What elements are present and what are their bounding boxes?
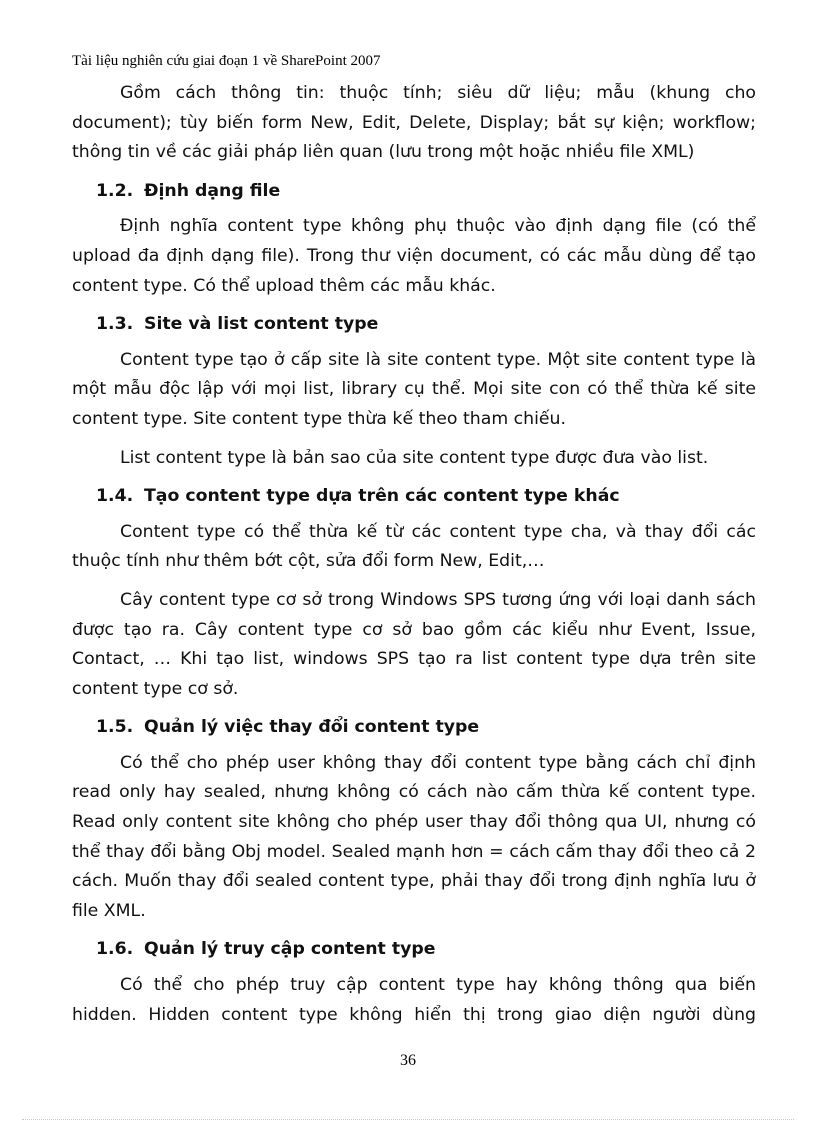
running-header: Tài liệu nghiên cứu giai đoạn 1 về SharePoint 2007: [72, 53, 381, 69]
section-heading-1-3: [96, 310, 756, 340]
body-content: [72, 79, 756, 1039]
section-number: 1.5.: [96, 717, 134, 738]
section-title: Quản lý truy cập content type: [144, 939, 436, 960]
paragraph: Content type tạo ở cấp site là site content type. Một site content type là một mẫu độc lập với mọi list, library cụ thể. Mọi site con có thể thừa kế site content type. Site content type thừa kế theo tham chiếu.: [72, 349, 756, 429]
section-title: Định dạng file: [144, 180, 281, 201]
paragraph: Có thể cho phép user không thay đổi content type bằng cách chỉ định read only hay sealed, nhưng không có cách nào cấm thừa kế content type. Read only content site không cho phép user thay đổi thông qua UI, nhưng có thể thay đổi bằng Obj model. Sealed mạnh hơn = cách cấm thay đổi theo cả 2 cách. Muốn thay đổi sealed content type, phải thay đổi trong định nghĩa lưu ở file XML.: [72, 752, 756, 921]
section-title: Tạo content type dựa trên các content type khác: [144, 486, 620, 507]
section-heading-1-6: [96, 935, 756, 965]
section-title: Quản lý việc thay đổi content type: [144, 717, 480, 738]
paragraph: Cây content type cơ sở trong Windows SPS tương ứng với loại danh sách được tạo ra. Cây content type cơ sở bao gồm các kiểu như Event, Issue, Contact, … Khi tạo list, windows SPS tạo ra list content type dựa trên site content type cơ sở.: [72, 589, 756, 699]
section-number: 1.2.: [96, 180, 134, 201]
paragraph: Định nghĩa content type không phụ thuộc vào định dạng file (có thể upload đa định dạng file). Trong thư viện document, có các mẫu dùng để tạo content type. Có thể upload thêm các mẫu khác.: [72, 216, 756, 296]
section-number: 1.4.: [96, 486, 134, 507]
section-number: 1.3.: [96, 314, 134, 335]
section-number: 1.6.: [96, 939, 134, 960]
page-bottom-divider: [22, 1119, 794, 1120]
page-number: 36: [400, 1052, 416, 1069]
intro-paragraph: Gồm cách thông tin: thuộc tính; siêu dữ liệu; mẫu (khung cho document); tùy biến form New, Edit, Delete, Display; bắt sự kiện; workflow; thông tin về các giải pháp liên quan (lưu trong một hoặc nhiều file XML): [72, 83, 756, 163]
paragraph: Có thể cho phép truy cập content type hay không thông qua biến hidden. Hidden content type không hiển thị trong giao diện người dùng: [72, 975, 756, 1025]
section-heading-1-4: [96, 482, 756, 512]
section-title: Site và list content type: [144, 314, 379, 335]
paragraph: List content type là bản sao của site content type được đưa vào list.: [120, 447, 709, 468]
section-heading-1-2: [96, 177, 756, 207]
section-heading-1-5: [96, 713, 756, 743]
paragraph: Content type có thể thừa kế từ các content type cha, và thay đổi các thuộc tính như thêm bớt cột, sửa đổi form New, Edit,…: [72, 521, 756, 572]
